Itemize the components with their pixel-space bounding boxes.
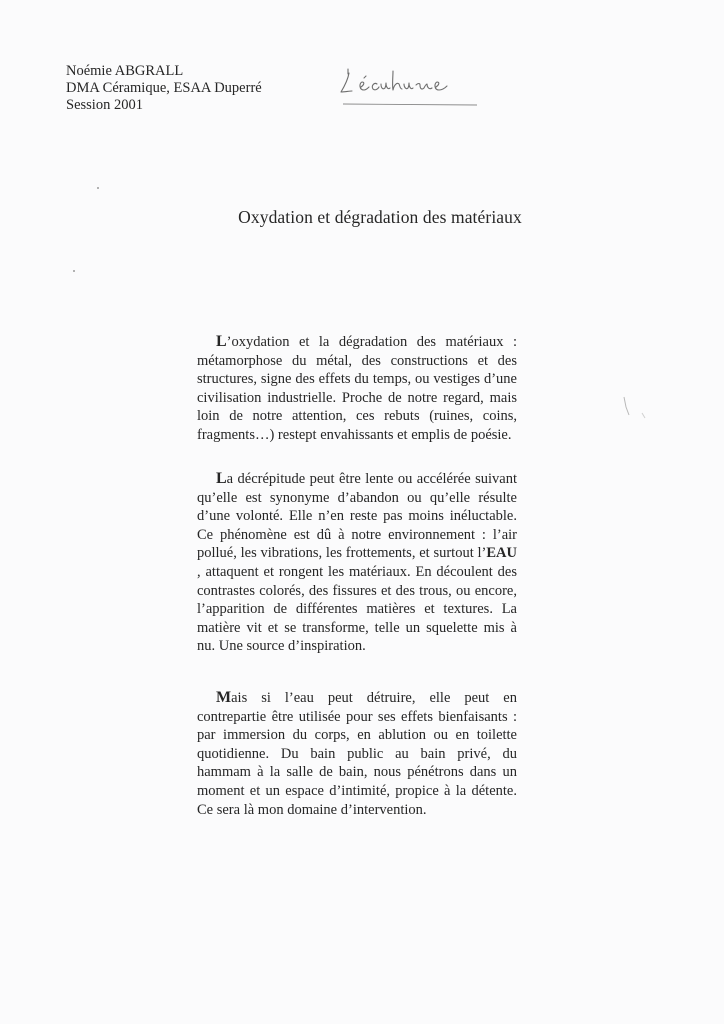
- paragraph-1-text: ’oxydation et la dégradation des matériaux : métamorphose du métal, des constructions et des structures, signe des effets du temps, ou vestiges d’une civilisation industrielle. Proche de notre regard, mais loin de notre attention, ces rebuts (ruines, coins, fragments…) restept envahissants et emplis de poésie.: [197, 334, 517, 443]
- paragraph-3-initial: M: [216, 689, 232, 706]
- paragraph-2: [197, 470, 517, 656]
- paragraph-2-text-before: a décrépitude peut être lente ou accélérée suivant qu’elle est synonyme d’abandon ou qu’elle résulte d’une volonté. Elle n’en reste pas moins inéluctable. Ce phénomène est dû à notre environnement : l’air pollué, les vibrations, les frottements, et surtout l’: [197, 471, 517, 562]
- handwritten-note-text: [335, 113, 336, 114]
- scan-mark-icon: [620, 395, 650, 425]
- scan-speck: [73, 270, 75, 272]
- paragraph-2-emphasis: EAU: [486, 545, 517, 562]
- paragraph-3: [197, 689, 517, 819]
- paragraph-2-initial: L: [216, 470, 227, 487]
- handwritten-annotation: [335, 65, 485, 113]
- paragraph-3-text: ais si l’eau peut détruire, elle peut en contrepartie être utilisée pour ses effets bienfaisants : par immersion du corps, en ablution ou en toilette quotidienne. Du bain public au bain privé, du hammam à la salle de bain, nous pénétrons dans un moment et un espace d’intimité, propice à la détente. Ce sera là mon domaine d’intervention.: [197, 690, 517, 818]
- scan-speck: [97, 187, 99, 189]
- document-title: Oxydation et dégradation des matériaux: [238, 207, 522, 227]
- paragraph-1-initial: L: [216, 333, 227, 350]
- session-year: Session 2001: [66, 97, 143, 113]
- program-name: DMA Céramique, ESAA Duperré: [66, 80, 262, 96]
- author-header: [66, 63, 262, 114]
- author-name: Noémie ABGRALL: [66, 63, 184, 79]
- paragraph-2-text-after: , attaquent et rongent les matériaux. En découlent des contrastes colorés, des fissures et des trous, ou encore, l’apparition de différentes matières et textures. La matière vit et se transforme, telle un squelette mis à nu. Une source d’inspiration.: [197, 563, 517, 655]
- handwriting-signature-icon: [335, 65, 485, 113]
- paragraph-1: [197, 333, 517, 445]
